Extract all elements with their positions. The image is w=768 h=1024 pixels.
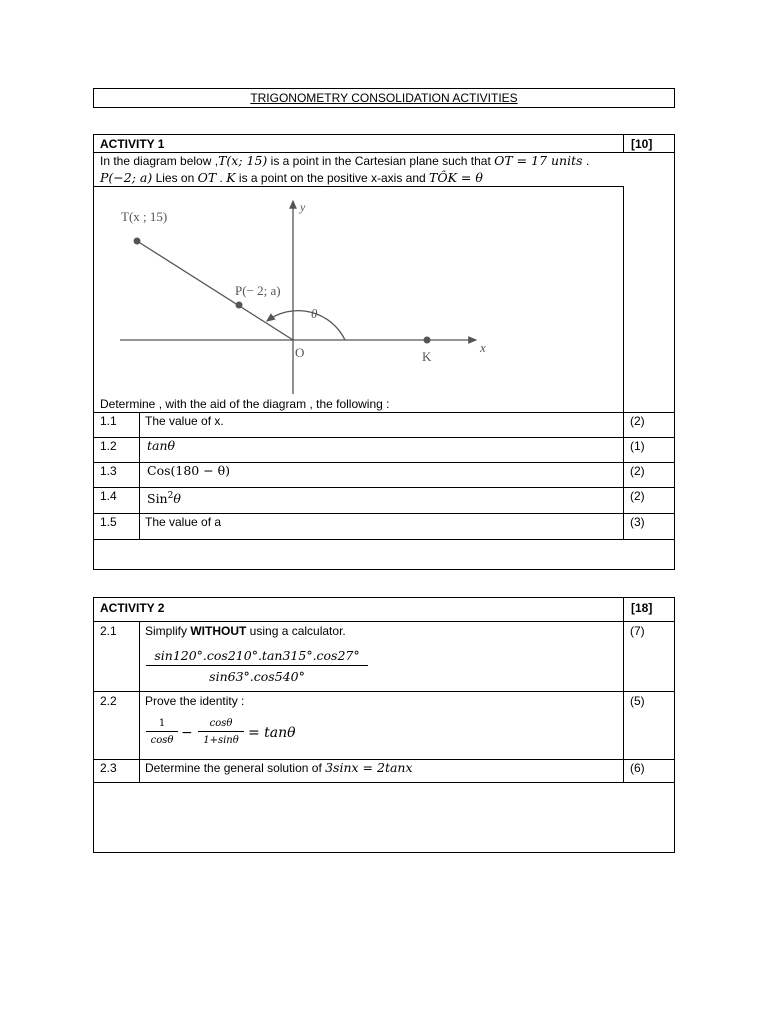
sin-base: Sin (147, 491, 168, 507)
questions-top-rule (94, 412, 674, 413)
identity-minus: − (181, 725, 193, 741)
ot-equation: OT = 17 units (494, 153, 583, 168)
label-p: P(− 2; a) (235, 283, 281, 298)
row-rule-3 (94, 487, 674, 488)
question-1-4-text (147, 489, 181, 506)
general-solution-expr: 3sinx = 2tanx (325, 760, 413, 775)
diagram-right-divider (623, 186, 624, 412)
question-1-1-marks: (2) (630, 414, 645, 428)
question-1-3-num: 1.3 (100, 464, 117, 478)
general-solution-text: Determine the general solution of (145, 761, 326, 775)
activity2-marks-divider (623, 598, 624, 782)
question-2-2-text: Prove the identity : (145, 694, 245, 708)
intro-text-1: In the diagram below , (100, 154, 219, 168)
t-point-expr: T(x; 15) (218, 153, 268, 168)
identity-fraction-2 (198, 718, 244, 746)
k-expr: K (226, 170, 236, 185)
question-2-1-marks: (7) (630, 624, 645, 638)
question-1-1-text: The value of x. (145, 414, 224, 428)
simplify-bold: WITHOUT (190, 624, 247, 638)
row-rule-4 (94, 513, 674, 514)
question-2-3-num: 2.3 (100, 761, 117, 775)
question-1-5-text: The value of a (145, 515, 222, 529)
question-2-1-text (145, 624, 346, 638)
intro-text-6: is a point on the positive x-axis and (235, 171, 430, 185)
question-2-1-num: 2.1 (100, 624, 117, 638)
ot-expr: OT (197, 170, 217, 185)
sin-theta: θ (173, 491, 181, 507)
activity2-marks: [18] (631, 601, 653, 615)
question-1-2-marks: (1) (630, 439, 645, 453)
point-p (236, 302, 243, 309)
identity-f2-denominator: 1+sinθ (203, 735, 239, 746)
p-point-expr: P(−2; a) (100, 170, 153, 185)
intro-text-3: . (582, 154, 590, 168)
simplify-fraction (146, 648, 368, 684)
question-1-5-marks: (3) (630, 515, 645, 529)
question-1-1-num: 1.1 (100, 414, 117, 428)
cartesian-diagram (94, 187, 622, 412)
label-k: K (422, 349, 432, 364)
activity1-marks-divider (623, 135, 624, 152)
question-2-2-marks: (5) (630, 694, 645, 708)
point-k (424, 337, 431, 344)
question-num-divider (139, 412, 140, 539)
question-2-2-num: 2.2 (100, 694, 117, 708)
theta-arc (267, 311, 345, 340)
question-1-3-text: Cos(180 − θ) (147, 463, 231, 478)
activity1-table (93, 134, 675, 570)
question-2-3-marks: (6) (630, 761, 645, 775)
label-o: O (295, 345, 305, 360)
identity-fraction-1 (146, 718, 178, 746)
row-rule-5 (94, 539, 674, 540)
identity-f1-denominator: cosθ (150, 735, 174, 746)
question-1-5-num: 1.5 (100, 515, 117, 529)
simplify-denominator: sin63°.cos540° (209, 669, 305, 684)
intro-text-4: Lies on (152, 171, 198, 185)
question-2-3-text (145, 761, 413, 775)
activity1-heading: ACTIVITY 1 (100, 137, 165, 151)
activity2-table (93, 597, 675, 853)
page-title: TRIGONOMETRY CONSOLIDATION ACTIVITIES (250, 91, 518, 105)
simplify-post: using a calculator. (246, 624, 346, 638)
point-t (134, 238, 141, 245)
activity2-num-divider (139, 621, 140, 782)
activity2-heading: ACTIVITY 2 (100, 601, 165, 615)
activity1-instruction: Determine , with the aid of the diagram , the following : (100, 397, 390, 411)
identity-rhs: = tanθ (248, 725, 296, 741)
identity-f1-numerator: 1 (146, 718, 178, 732)
activity1-intro-line2 (100, 171, 483, 185)
title-box (93, 88, 675, 108)
activity2-heading-rule (94, 621, 674, 622)
question-1-3-marks: (2) (630, 464, 645, 478)
row-rule-2-1 (94, 691, 674, 692)
row-rule-2-3 (94, 782, 674, 783)
activity1-marks: [10] (631, 137, 653, 151)
label-theta: θ (311, 306, 318, 321)
intro-text-5: . (216, 171, 227, 185)
simplify-numerator: sin120°.cos210°.tan315°.cos27° (146, 648, 368, 666)
label-t: T(x ; 15) (121, 209, 168, 224)
intro-text-2: is a point in the Cartesian plane such that (267, 154, 495, 168)
row-rule-1 (94, 437, 674, 438)
label-y: y (300, 200, 306, 214)
activity1-heading-rule (94, 152, 674, 153)
label-x: x (480, 340, 486, 355)
identity-f2-numerator: cosθ (198, 718, 244, 732)
simplify-pre: Simplify (145, 624, 191, 638)
question-1-2-text: tanθ (147, 438, 176, 453)
question-1-4-marks: (2) (630, 489, 645, 503)
tok-expr: TÔK = θ (429, 170, 483, 185)
sin-exponent: 2 (167, 491, 174, 501)
activity1-intro-line1 (100, 154, 589, 168)
question-marks-divider (623, 412, 624, 539)
question-1-2-num: 1.2 (100, 439, 117, 453)
question-1-4-num: 1.4 (100, 489, 117, 503)
